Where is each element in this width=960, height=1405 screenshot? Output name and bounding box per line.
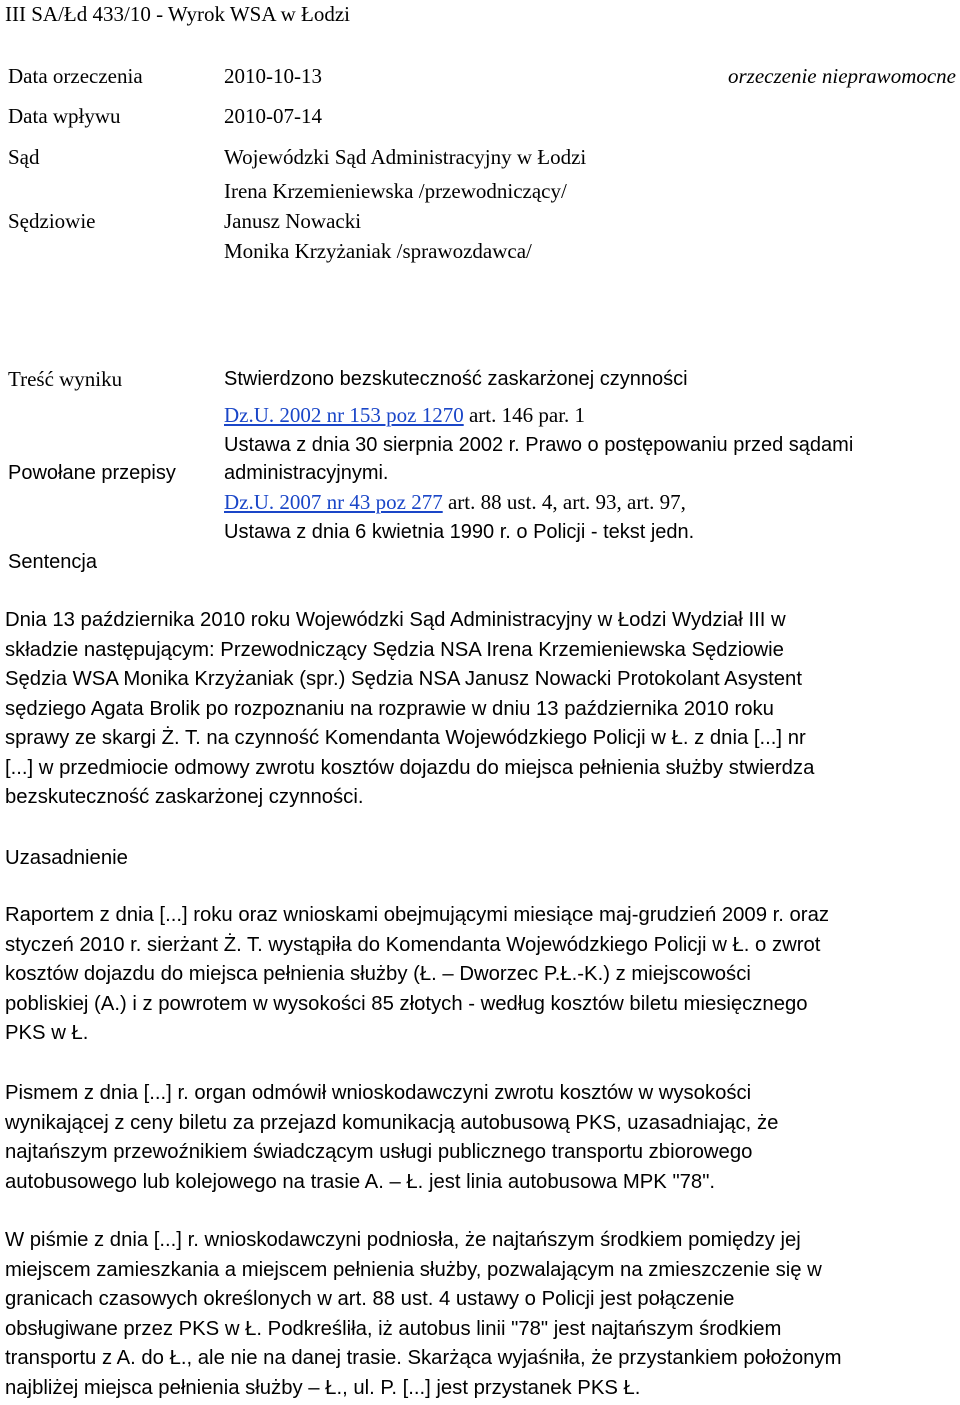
uzasadnienie-paragraph (5, 1226, 950, 1403)
sentencja-text (5, 606, 950, 813)
text-line: styczeń 2010 r. sierżant Ż. T. wystąpiła do Komendanta Wojewódzkiego Policji w Ł. o zwrot (5, 933, 821, 956)
data-orzeczenia-value: 2010-10-13 (224, 64, 322, 88)
document-title: III SA/Łd 433/10 - Wyrok WSA w Łodzi (5, 2, 351, 26)
legal-reference-articles: art. 146 par. 1 (463, 403, 586, 427)
uzasadnienie-heading: Uzasadnienie (5, 847, 128, 869)
text-line: obsługiwane przez PKS w Ł. Podkreśliła, iż autobus linii "78" jest najtańszym środkiem (5, 1317, 782, 1340)
text-line: składzie następującym: Przewodniczący Sędzia NSA Irena Krzemieniewska Sędziowie (5, 638, 784, 661)
text-line: Sędzia WSA Monika Krzyżaniak (spr.) Sędzia NSA Janusz Nowacki Protokolant Asystent (5, 668, 802, 690)
legal-reference-description: Ustawa z dnia 30 sierpnia 2002 r. Prawo o postępowaniu przed sądami (224, 434, 854, 456)
legal-reference-2 (224, 490, 686, 515)
text-line: PKS w Ł. (5, 1022, 89, 1044)
uzasadnienie-paragraph (5, 1079, 950, 1197)
uzasadnienie-paragraph (5, 901, 950, 1049)
text-line: najbliżej miejsca pełnienia służby – Ł., ul. P. [...] jest przystanek PKS Ł. (5, 1376, 641, 1399)
text-line: [...] w przedmiocie odmowy zwrotu kosztów dojazdu do miejsca pełnienia służby stwierdza (5, 756, 815, 779)
text-line: Dnia 13 października 2010 roku Wojewódzki Sąd Administracyjny w Łodzi Wydział III w (5, 609, 786, 631)
text-line: sędziego Agata Brolik po rozpoznaniu na rozprawie w dniu 13 października 2010 roku (5, 697, 774, 720)
data-wplywu-value: 2010-07-14 (224, 104, 322, 128)
sad-label: Sąd (8, 145, 40, 169)
legal-reference-description: administracyjnymi. (224, 462, 389, 484)
text-line: Raportem z dnia [...] roku oraz wnioskami obejmującymi miesiące maj-grudzień 2009 r. oraz (5, 904, 829, 926)
text-line: Pismem z dnia [...] r. organ odmówił wnioskodawczyni zwrotu kosztów w wysokości (5, 1082, 752, 1104)
text-line: miejscem zamieszkania a miejscem pełnienia służby, pozwalającym na zmieszczenie się w (5, 1258, 822, 1281)
legal-reference-link[interactable]: Dz.U. 2002 nr 153 poz 1270 (224, 403, 464, 427)
text-line: bezskuteczność zaskarżonej czynności. (5, 786, 364, 808)
text-line: wynikającej z ceny biletu za przejazd komunikacją autobusową PKS, uzasadniając, że (5, 1111, 779, 1134)
text-line: autobusowego lub kolejowego na trasie A. – Ł. jest linia autobusowa MPK "78". (5, 1170, 716, 1193)
powolane-przepisy-label: Powołane przepisy (8, 462, 176, 484)
judge-name: Janusz Nowacki (224, 209, 362, 233)
text-line: kosztów dojazdu do miejsca pełnienia służby (Ł. – Dworzec P.Ł.-K.) z miejscowości (5, 963, 751, 985)
judge-name: Irena Krzemieniewska /przewodniczący/ (224, 179, 567, 203)
legal-reference-link[interactable]: Dz.U. 2007 nr 43 poz 277 (224, 490, 443, 514)
tresc-wyniku-value: Stwierdzono bezskuteczność zaskarżonej czynności (224, 368, 688, 390)
text-line: sprawy ze skargi Ż. T. na czynność Komendanta Wojewódzkiego Policji w Ł. z dnia [...] nr (5, 727, 806, 749)
text-line: najtańszym przewoźnikiem świadczącym usługi publicznego transportu zbiorowego (5, 1141, 753, 1163)
text-line: W piśmie z dnia [...] r. wnioskodawczyni podniosła, że najtańszym środkiem pomiędzy jej (5, 1229, 801, 1251)
text-line: granicach czasowych określonych w art. 88 ust. 4 ustawy o Policji jest połączenie (5, 1288, 735, 1310)
text-line: transportu z A. do Ł., ale nie na danej trasie. Skarżąca wyjaśniła, że przystankiem położonym (5, 1347, 842, 1369)
judge-name: Monika Krzyżaniak /sprawozdawca/ (224, 239, 532, 263)
legal-reference-1 (224, 403, 585, 428)
sedziowie-label: Sędziowie (8, 209, 96, 233)
sentencja-label: Sentencja (8, 551, 97, 573)
legal-reference-articles: art. 88 ust. 4, art. 93, art. 97, (442, 490, 686, 514)
data-orzeczenia-label: Data orzeczenia (8, 64, 143, 88)
legal-reference-description: Ustawa z dnia 6 kwietnia 1990 r. o Policji - tekst jedn. (224, 521, 695, 543)
text-line: pobliskiej (A.) i z powrotem w wysokości 85 złotych - według kosztów biletu miesięcznego (5, 992, 808, 1015)
data-wplywu-label: Data wpływu (8, 104, 121, 128)
sad-value: Wojewódzki Sąd Administracyjny w Łodzi (224, 145, 587, 169)
status-badge: orzeczenie nieprawomocne (727, 64, 956, 88)
tresc-wyniku-label: Treść wyniku (8, 367, 123, 391)
